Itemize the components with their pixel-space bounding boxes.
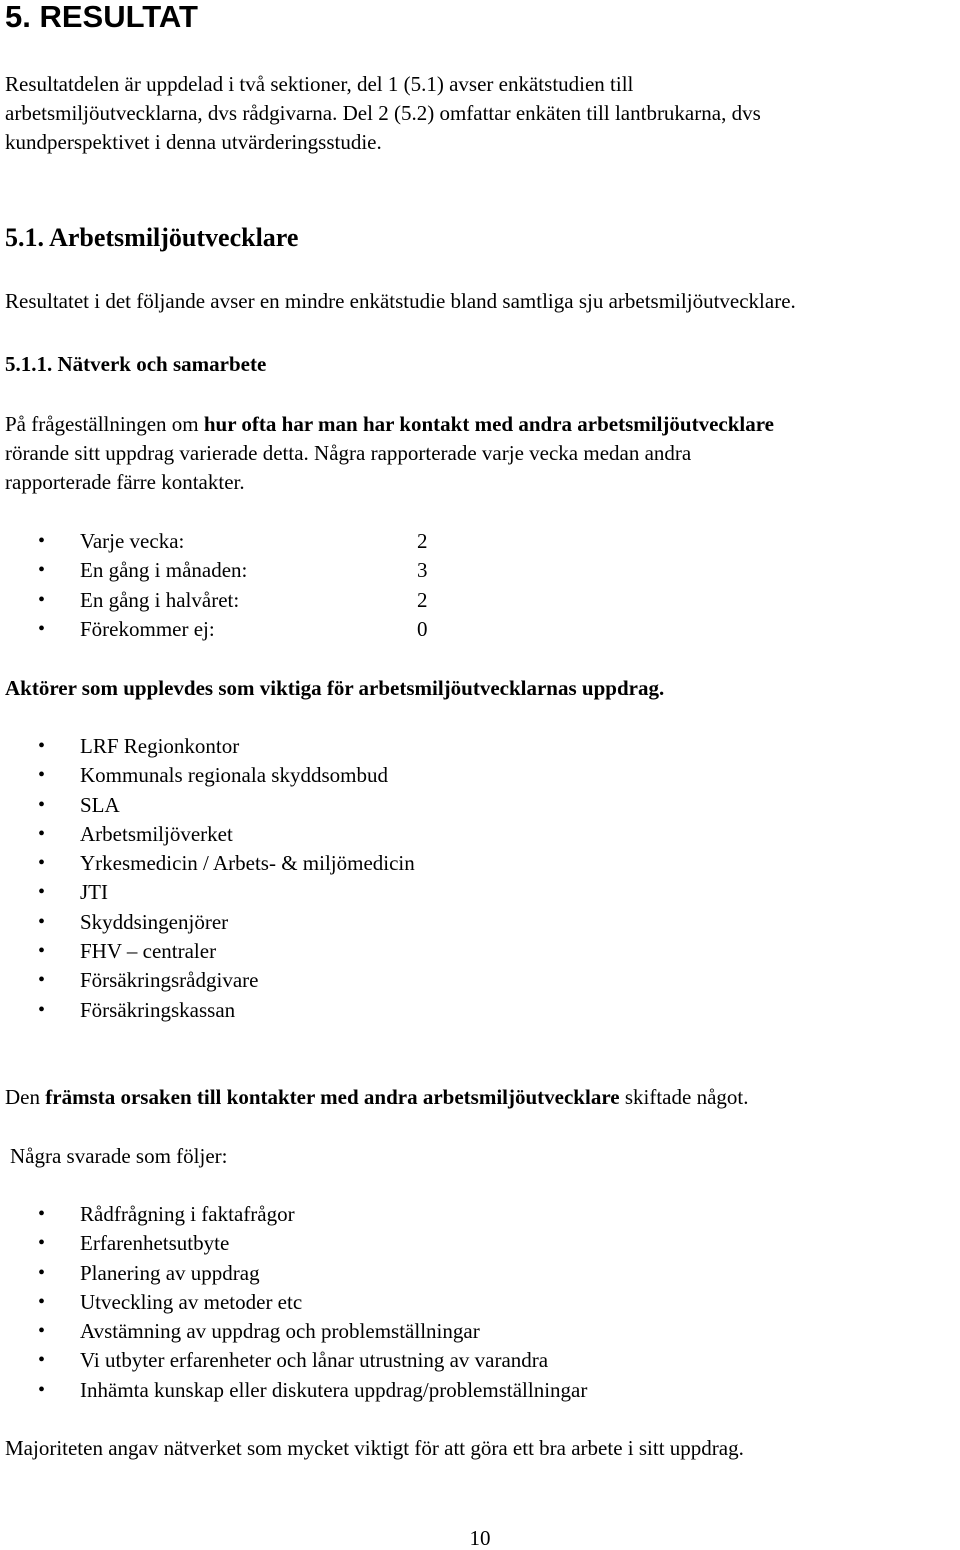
- subsection-title: 5.1. Arbetsmiljöutvecklare: [5, 223, 299, 252]
- actor-label: SLA: [80, 792, 120, 817]
- answer-label: Avstämning av uppdrag och problemställningar: [80, 1319, 480, 1344]
- actor-label: Yrkesmedicin / Arbets- & miljömedicin: [80, 851, 415, 876]
- bullet-icon: •: [38, 588, 46, 611]
- frequency-value: 2: [417, 529, 428, 553]
- bullet-icon: •: [38, 852, 46, 875]
- answer-label: Erfarenhetsutbyte: [80, 1231, 230, 1256]
- bullet-icon: •: [38, 530, 46, 552]
- bullet-icon: •: [38, 1320, 46, 1343]
- bullet-icon: •: [38, 940, 46, 963]
- bullet-icon: •: [38, 1203, 46, 1225]
- frequency-label: En gång i halvåret:: [80, 587, 240, 612]
- answer-label: Inhämta kunskap eller diskutera uppdrag/problemställningar: [80, 1377, 588, 1402]
- bullet-icon: •: [38, 822, 46, 845]
- bullet-icon: •: [38, 1290, 46, 1313]
- bullet-icon: •: [38, 1232, 46, 1255]
- text-run: Den: [5, 1085, 46, 1109]
- bullet-icon: •: [38, 881, 46, 904]
- bullet-icon: •: [38, 764, 46, 787]
- bullet-icon: •: [38, 998, 46, 1021]
- subsection-text: Resultatet i det följande avser en mindre enkätstudie bland samtliga sju arbetsmiljöutvecklare.: [5, 289, 796, 313]
- page-number: 10: [469, 1526, 491, 1550]
- section-heading: 5. RESULTAT: [5, 0, 198, 34]
- actor-label: Kommunals regionala skyddsombud: [80, 763, 388, 788]
- actor-label: LRF Regionkontor: [80, 734, 240, 758]
- actor-label: JTI: [80, 880, 108, 905]
- frequency-label: Varje vecka:: [80, 529, 185, 553]
- bold-phrase: hur ofta har man har kontakt med andra arbetsmiljöutvecklare: [203, 412, 775, 436]
- intro-line: arbetsmiljöutvecklarna, dvs rådgivarna. Del 2 (5.2) omfattar enkäten till lantbrukarna, dvs: [5, 101, 761, 125]
- subsubsection-title: 5.1.1. Nätverk och samarbete: [5, 352, 267, 376]
- bullet-icon: •: [38, 969, 46, 992]
- answer-label: Utveckling av metoder etc: [80, 1289, 303, 1314]
- actor-label: Arbetsmiljöverket: [80, 821, 233, 846]
- actors-heading: Aktörer som upplevdes som viktiga för arbetsmiljöutvecklarnas uppdrag.: [5, 676, 665, 700]
- bullet-icon: •: [38, 1261, 46, 1284]
- text-run: skiftade något.: [619, 1085, 749, 1109]
- bullet-icon: •: [38, 735, 46, 757]
- reason-paragraph: [5, 1083, 748, 1113]
- bullet-icon: •: [38, 617, 46, 640]
- paragraph-line: rörande sitt uppdrag varierade detta. Några rapporterade varje vecka medan andra: [5, 441, 692, 465]
- paragraph-line: [5, 410, 774, 440]
- paragraph-line: rapporterade färre kontakter.: [5, 470, 245, 494]
- frequency-value: 2: [417, 587, 428, 612]
- actor-label: Försäkringskassan: [80, 997, 236, 1022]
- answer-label: Vi utbyter erfarenheter och lånar utrustning av varandra: [80, 1348, 549, 1373]
- frequency-label: Förekommer ej:: [80, 616, 215, 641]
- intro-line: Resultatdelen är uppdelad i två sektioner, del 1 (5.1) avser enkätstudien till: [5, 72, 634, 96]
- bullet-icon: •: [38, 1378, 46, 1401]
- frequency-value: 3: [417, 558, 428, 583]
- answers-intro: Några svarade som följer:: [10, 1144, 228, 1168]
- bullet-icon: •: [38, 1349, 46, 1372]
- bullet-icon: •: [38, 793, 46, 816]
- actor-label: Skyddsingenjörer: [80, 909, 229, 934]
- intro-line: kundperspektivet i denna utvärderingsstudie.: [5, 130, 382, 154]
- conclusion-paragraph: Majoriteten angav nätverket som mycket viktigt för att göra ett bra arbete i sitt uppdrag.: [5, 1436, 744, 1460]
- text-run: På frågeställningen om: [5, 412, 204, 436]
- actor-label: Försäkringsrådgivare: [80, 968, 259, 993]
- bullet-icon: •: [38, 559, 46, 582]
- bullet-icon: •: [38, 910, 46, 933]
- answer-label: Rådfrågning i faktafrågor: [80, 1202, 295, 1226]
- actor-label: FHV – centraler: [80, 939, 217, 964]
- answer-label: Planering av uppdrag: [80, 1260, 260, 1285]
- frequency-value: 0: [417, 616, 428, 641]
- bold-phrase: främsta orsaken till kontakter med andra arbetsmiljöutvecklare: [45, 1085, 620, 1109]
- frequency-label: En gång i månaden:: [80, 558, 248, 583]
